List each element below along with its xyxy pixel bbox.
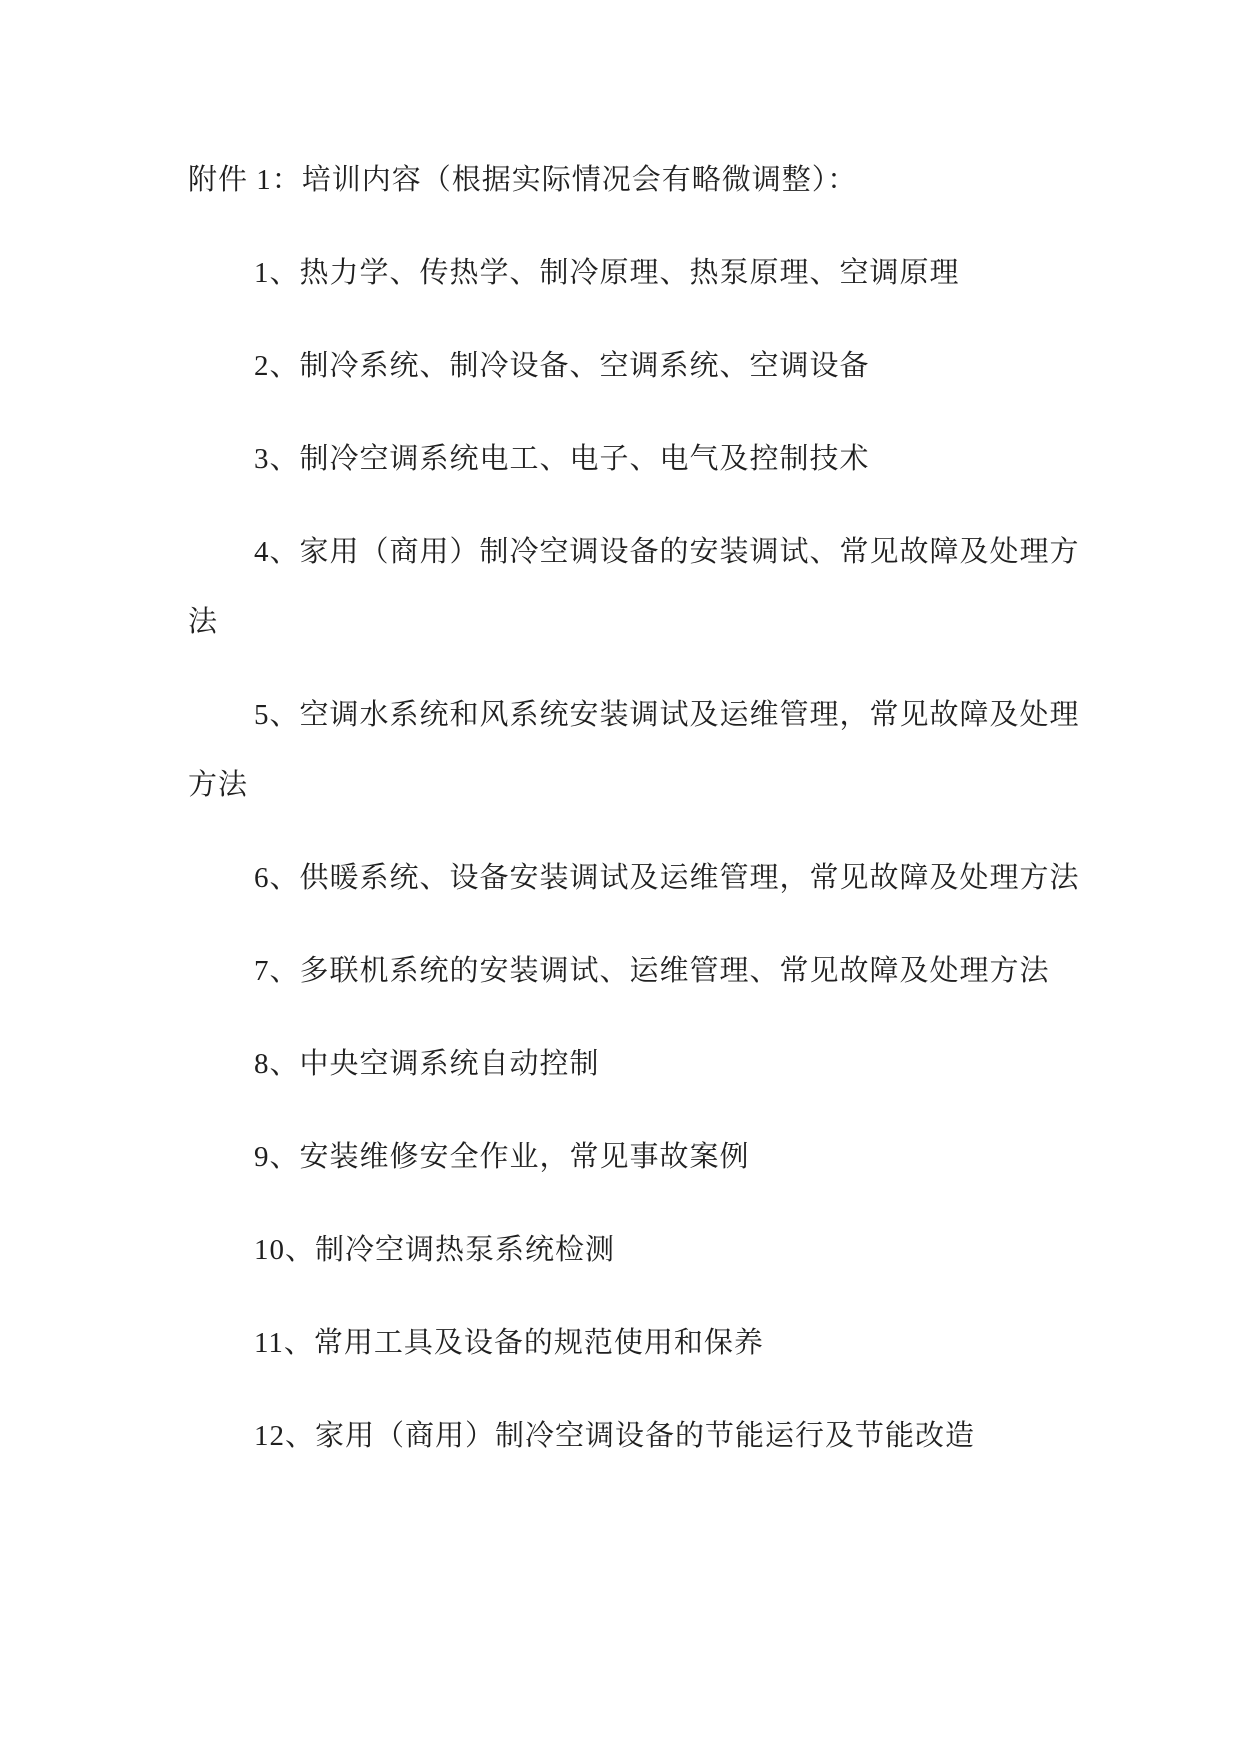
list-item-4 xyxy=(188,517,1160,657)
list-item-9-line-1: 9、安装维修安全作业，常见事故案例 xyxy=(254,1141,750,1173)
list-item-3-line-1: 3、制冷空调系统电工、电子、电气及控制技术 xyxy=(254,443,870,475)
list-item-11-line-1: 11、常用工具及设备的规范使用和保养 xyxy=(254,1327,764,1359)
list-item-12 xyxy=(188,1401,1160,1471)
list-item-2 xyxy=(188,331,1160,401)
list-item-7-line-1: 7、多联机系统的安装调试、运维管理、常见故障及处理方法 xyxy=(254,955,1050,987)
list-item-11 xyxy=(188,1308,1160,1378)
list-item-12-line-1: 12、家用（商用）制冷空调设备的节能运行及节能改造 xyxy=(254,1420,976,1452)
list-item-1 xyxy=(188,238,1160,308)
list-item-1-line-1: 1、热力学、传热学、制冷原理、热泵原理、空调原理 xyxy=(254,257,960,289)
list-item-6 xyxy=(188,843,1160,913)
list-item-4-line-1: 4、家用（商用）制冷空调设备的安装调试、常见故障及处理方 xyxy=(254,536,1080,568)
list-item-7 xyxy=(188,936,1160,1006)
list-item-5 xyxy=(188,680,1160,820)
list-item-2-line-1: 2、制冷系统、制冷设备、空调系统、空调设备 xyxy=(254,350,870,382)
list-item-8 xyxy=(188,1029,1160,1099)
list-item-5-line-1: 5、空调水系统和风系统安装调试及运维管理，常见故障及处理 xyxy=(254,699,1080,731)
list-item-6-line-1: 6、供暖系统、设备安装调试及运维管理，常见故障及处理方法 xyxy=(254,862,1080,894)
list-item-10-line-1: 10、制冷空调热泵系统检测 xyxy=(254,1234,616,1266)
list-item-4-line-2: 法 xyxy=(188,606,219,638)
list-item-10 xyxy=(188,1215,1160,1285)
list-item-9 xyxy=(188,1122,1160,1192)
document-title: 附件 1：培训内容（根据实际情况会有略微调整）： xyxy=(188,164,858,196)
list-item-8-line-1: 8、中央空调系统自动控制 xyxy=(254,1048,600,1080)
list-item-3 xyxy=(188,424,1160,494)
list-item-5-line-2: 方法 xyxy=(188,769,249,801)
